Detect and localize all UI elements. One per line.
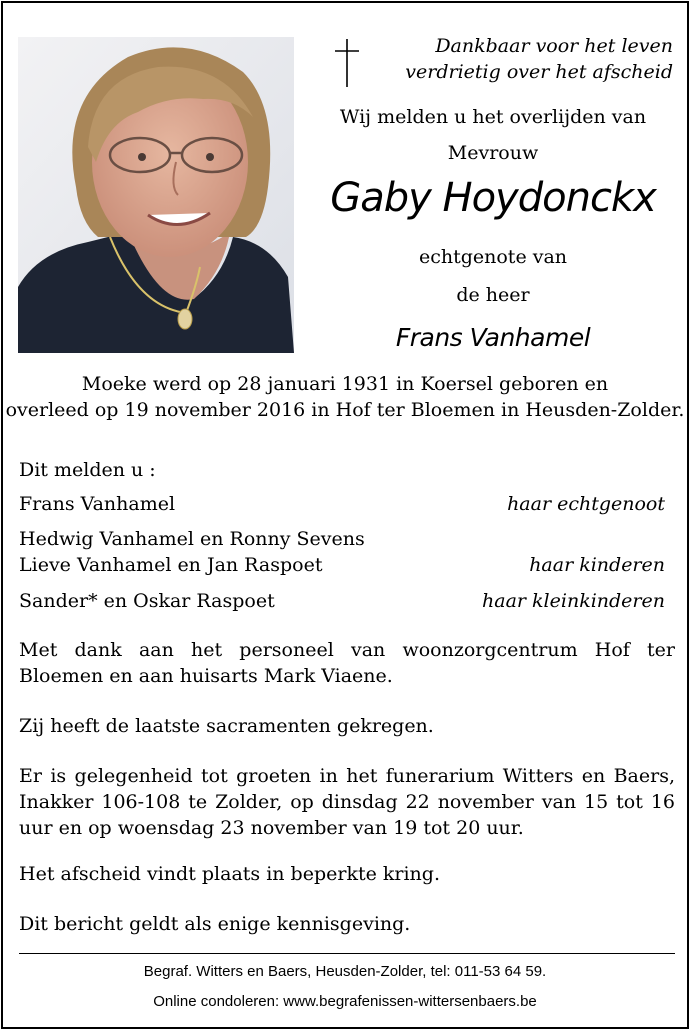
family-row xyxy=(19,528,665,550)
family-role: haar echtgenoot xyxy=(507,493,665,515)
undertaker-info: Begraf. Witters en Baers, Heusden-Zolder, tel: 011-53 64 59. xyxy=(143,963,547,980)
family-row xyxy=(19,554,665,576)
family-intro-text: Dit melden u : xyxy=(19,459,156,481)
family-names: Hedwig Vanhamel en Ronny Sevens xyxy=(19,528,365,550)
family-row xyxy=(19,493,665,515)
thanks-paragraph: Met dank aan het personeel van woonzorgcentrum Hof ter Bloemen en aan huisarts Mark Viaene. xyxy=(19,639,675,687)
online-condolences: Online condoleren: www.begrafenissen-wittersenbaers.be xyxy=(153,993,537,1010)
family-names: Lieve Vanhamel en Jan Raspoet xyxy=(19,554,323,576)
announcement-intro: Wij melden u het overlijden van xyxy=(339,106,647,128)
motto-line-2: verdrietig over het afscheid xyxy=(405,61,673,83)
title-mevrouw: Mevrouw xyxy=(447,142,539,164)
cross-icon xyxy=(333,39,361,87)
bio-line-2: overleed op 19 november 2016 in Hof ter Bloemen in Heusden-Zolder. xyxy=(5,399,685,421)
family-intro xyxy=(19,459,665,481)
visitation-paragraph: Er is gelegenheid tot groeten in het funerarium Witters en Baers, Inakker 106-108 te Zolder, op dinsdag 22 november van 15 tot 16 uur en op woensdag 23 november van 19 tot 20 uur. xyxy=(19,765,675,839)
family-role: haar kleinkinderen xyxy=(482,590,665,612)
notice-paragraph: Dit bericht geldt als enige kennisgeving. xyxy=(19,913,411,935)
motto xyxy=(405,33,673,85)
family-row xyxy=(19,590,665,612)
relation-text: echtgenote van xyxy=(418,246,568,268)
partner-title: de heer xyxy=(456,284,530,306)
family-role: haar kinderen xyxy=(529,554,665,576)
deceased-name: Gaby Hoydonckx xyxy=(330,175,656,221)
obituary-card xyxy=(1,1,689,1029)
footer-divider xyxy=(19,953,675,954)
family-names: Frans Vanhamel xyxy=(19,493,176,515)
partner-name: Frans Vanhamel xyxy=(395,323,591,352)
sacraments-paragraph: Zij heeft de laatste sacramenten gekregen. xyxy=(19,715,434,737)
motto-line-1: Dankbaar voor het leven xyxy=(435,35,673,57)
biography xyxy=(3,371,687,423)
family-names: Sander* en Oskar Raspoet xyxy=(19,590,275,612)
bio-line-1: Moeke werd op 28 januari 1931 in Koersel geboren en xyxy=(81,373,609,395)
portrait-photo xyxy=(18,37,294,353)
farewell-paragraph: Het afscheid vindt plaats in beperkte kring. xyxy=(19,863,440,885)
portrait-image xyxy=(18,37,294,353)
